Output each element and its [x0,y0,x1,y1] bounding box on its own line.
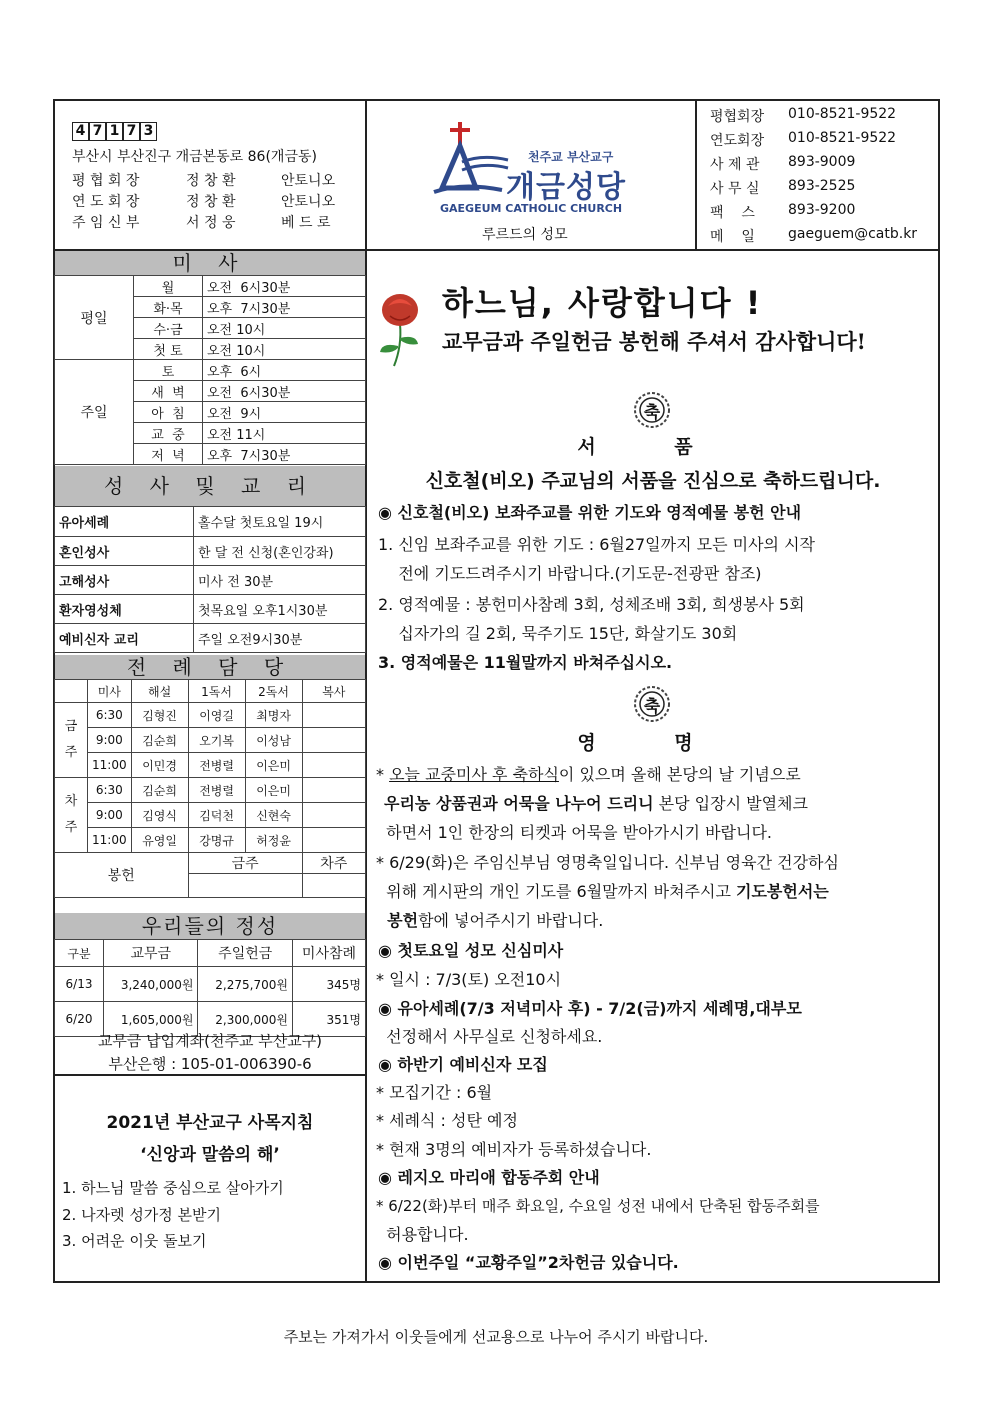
postcode-digit: 1 [106,122,123,141]
account-number: 부산은행 : 105-01-006390-6 [108,1055,312,1073]
liturgy-reading2: 신현숙 [245,803,302,828]
notice-item: 선정해서 사무실로 신청하세요. [376,1027,603,1046]
liturgy-commentator: 이민경 [131,753,188,778]
mass-time: 오후 7시30분 [203,444,366,465]
liturgy-col-header: 1독서 [188,680,245,703]
mass-day: 교 중 [134,423,203,444]
rose-icon [372,288,428,368]
liturgy-reading1: 전병렬 [188,753,245,778]
liturgy-week-label: 금 주 [55,703,88,778]
sacraments-table [54,506,366,653]
feast-day-title: 영 명 [577,732,729,754]
sacrament-value: 주일 오전9시30분 [194,624,366,653]
ordination-item: 십자가의 길 2회, 묵주기도 15단, 화살기도 30회 [378,624,738,643]
bullet-mark: * [376,765,390,784]
pastoral-item: 1. 하느님 말씀 중심으로 살아가기 [62,1179,284,1197]
sacraments-header: 성 사 및 교 리 [55,466,365,506]
contact-value: 893-9200 [788,202,856,218]
logo-diocese: 천주교 부산교구 [528,150,614,164]
donation-col-header: 교무금 [104,940,198,967]
table-row [55,507,366,537]
officer-baptismal: 베 드 로 [281,215,331,231]
liturgy-reading1: 이영길 [188,703,245,728]
offering-label: 봉헌 [55,853,189,898]
contact-label: 사 무 실 [710,181,760,197]
donation-offering: 2,300,000원 [198,1002,292,1037]
liturgy-server [302,728,365,753]
sacrament-name: 혼인성사 [55,537,194,566]
table-row [55,940,366,967]
mass-time: 오후 7시30분 [203,297,366,318]
offering-box-highlight: 봉헌 [376,911,419,930]
liturgy-header: 전 례 담 당 [55,655,365,679]
mass-time: 오전 6시30분 [203,381,366,402]
section-divider [53,1074,366,1076]
feast-text: 이 있으며 올해 본당의 날 기념으로 [558,765,801,784]
liturgy-col-header: 2독서 [245,680,302,703]
liturgy-reading2: 이은미 [245,753,302,778]
table-row [55,753,366,778]
liturgy-commentator: 김순희 [131,778,188,803]
contact-divider [695,99,697,250]
liturgy-corner [55,680,88,703]
liturgy-commentator: 김순희 [131,728,188,753]
notice-heading: ◉ 첫토요일 성모 신심미사 [378,941,564,960]
officer-name: 서 정 웅 [186,215,236,231]
liturgy-col-header: 해설 [131,680,188,703]
table-row [55,276,366,297]
mass-day: 화·목 [134,297,203,318]
feast-paragraph-line [376,877,829,906]
table-row [55,537,366,566]
sacrament-value: 첫목요일 오후1시30분 [194,595,366,624]
table-row [55,680,366,703]
mass-day: 저 녁 [134,444,203,465]
notice-item: * 모집기간 : 6월 [376,1083,493,1102]
mass-day: 새 벽 [134,381,203,402]
postcode-digit: 3 [140,122,157,141]
postcode-digit: 7 [123,122,140,141]
offering-this-week: 금주 [188,853,302,874]
contact-value: 893-2525 [788,178,856,194]
donation-attendance: 345명 [292,967,365,1002]
ordination-item: 1. 신임 보좌주교를 위한 기도 : 6월27일까지 모든 미사의 시작 [378,535,816,554]
mass-time: 오후 6시 [203,360,366,381]
offering-next-week: 차주 [302,853,365,874]
liturgy-time: 11:00 [88,753,132,778]
donation-dues: 1,605,000원 [104,1002,198,1037]
feast-paragraph-line [376,760,801,789]
liturgy-server [302,803,365,828]
mass-day: 수·금 [134,318,203,339]
mass-group-label: 주일 [55,360,134,465]
liturgy-reading2: 최명자 [245,703,302,728]
donation-col-header: 미사참례 [292,940,365,967]
officer-role: 주 임 신 부 [72,215,140,231]
pastoral-item: 3. 어려운 이웃 돌보기 [62,1232,207,1250]
liturgy-reading2: 이성남 [245,728,302,753]
donation-attendance: 351명 [292,1002,365,1037]
pastoral-subtitle: ‘신앙과 말씀의 해’ [140,1145,280,1165]
mass-time: 오전 11시 [203,423,366,444]
liturgy-commentator: 김영식 [131,803,188,828]
table-row [55,853,366,874]
liturgy-time: 9:00 [88,728,132,753]
sacrament-value: 한 달 전 신청(혼인강좌) [194,537,366,566]
liturgy-reading1: 김덕천 [188,803,245,828]
logo-english-name: GAEGEUM CATHOLIC CHURCH [440,202,623,215]
notice-item: 허용합니다. [376,1225,469,1244]
liturgy-col-header: 복사 [302,680,365,703]
badge-label: 축 [643,403,661,423]
liturgy-commentator: 김형진 [131,703,188,728]
liturgy-reading2: 허정윤 [245,828,302,853]
mass-time: 오전 9시 [203,402,366,423]
feast-paragraph-line: 하면서 1인 한장의 티켓과 어묵을 받아가시기 바랍니다. [376,823,772,842]
church-logo [432,118,642,218]
headline: 하느님, 사랑합니다 ! [442,284,763,322]
feast-text: 본당 입장시 발열체크 [653,794,808,813]
mass-group-label: 평일 [55,276,134,360]
liturgy-col-header: 미사 [88,680,132,703]
table-row [55,728,366,753]
ordination-item: 2. 영적예물 : 봉헌미사참례 3회, 성체조배 3회, 희생봉사 5회 [378,595,805,614]
table-row [55,803,366,828]
ordination-item: 전에 기도드려주시기 바랍니다.(기도문-전광판 참조) [378,564,762,583]
donation-col-header: 주일헌금 [198,940,292,967]
liturgy-reading1: 전병렬 [188,778,245,803]
celebration-highlight: 오늘 교중미사 후 축하식 [389,765,559,784]
liturgy-server [302,753,365,778]
donations-header: 우리들의 정성 [55,913,365,939]
officer-baptismal: 안토니오 [281,194,336,210]
table-row [55,624,366,653]
contact-value: 010-8521-9522 [788,106,897,122]
contact-label: 메 일 [710,229,755,245]
sacrament-name: 고해성사 [55,566,194,595]
badge-label: 축 [643,697,661,717]
mass-day: 토 [134,360,203,381]
liturgy-time: 6:30 [88,778,132,803]
postcode-digit: 7 [89,122,106,141]
officer-baptismal: 안토니오 [281,173,336,189]
notice-heading: ◉ 하반기 예비신자 모집 [378,1055,548,1074]
officer-role: 연 도 회 장 [72,194,140,210]
liturgy-reading1: 강명규 [188,828,245,853]
logo-church-name: 개금성당 [506,170,626,205]
liturgy-table [54,679,366,898]
sacrament-name: 유아세례 [55,507,194,537]
feast-name: 루르드의 성모 [482,227,568,243]
contact-label: 사 제 관 [710,157,760,173]
liturgy-server [302,828,365,853]
offering-this-week-value [188,874,302,898]
liturgy-reading2: 이은미 [245,778,302,803]
feast-text: 함에 넣어주시기 바랍니다. [418,911,604,930]
ordination-item: 3. 영적예물은 11월말까지 바쳐주십시오. [378,653,673,672]
contact-value: 010-8521-9522 [788,130,897,146]
footer-note: 주보는 가져가서 이웃들에게 선교용으로 나누어 주시기 바랍니다. [283,1328,709,1346]
officer-name: 정 창 환 [186,173,236,189]
mass-time: 오전 6시30분 [203,276,366,297]
contact-value: 893-9009 [788,154,856,170]
contact-label: 연도회장 [710,133,765,149]
sacrament-value: 홀수달 첫토요일 19시 [194,507,366,537]
thanks-message: 교무금과 주일헌금 봉헌해 주셔서 감사합니다! [442,329,866,354]
donation-offering: 2,275,700원 [198,967,292,1002]
offering-next-week-value [302,874,365,898]
donation-date: 6/20 [55,1002,104,1037]
feast-paragraph-line: * 6/29(화)은 주임신부님 영명축일입니다. 신부님 영육간 건강하심 [376,853,839,872]
contact-label: 팩 스 [710,205,755,221]
pastoral-item: 2. 나자렛 성가정 본받기 [62,1206,222,1224]
liturgy-time: 6:30 [88,703,132,728]
sacrament-value: 미사 전 30분 [194,566,366,595]
postcode-digit: 4 [72,122,89,141]
ordination-notice: ◉ 신호철(비오) 보좌주교를 위한 기도와 영적예물 봉헌 안내 [378,503,802,522]
table-row [55,566,366,595]
donation-date: 6/13 [55,967,104,1002]
table-row [55,703,366,728]
officer-name: 정 창 환 [186,194,236,210]
pastoral-title: 2021년 부산교구 사목지침 [106,1113,314,1133]
notice-heading: ◉ 이번주일 “교황주일”2차헌금 있습니다. [378,1253,679,1272]
mass-day: 아 침 [134,402,203,423]
liturgy-time: 11:00 [88,828,132,853]
feast-paragraph-line [376,906,603,935]
sacrament-name: 환자영성체 [55,595,194,624]
table-row [55,967,366,1002]
church-address: 부산시 부산진구 개금본동로 86(개금동) [72,149,317,165]
liturgy-week-label: 차 주 [55,778,88,853]
liturgy-server [302,778,365,803]
mass-day: 월 [134,276,203,297]
ordination-lead: 신호철(비오) 주교님의 서품을 진심으로 축하드립니다. [425,470,881,492]
mass-time: 오전 10시 [203,339,366,360]
notice-heading: ◉ 레지오 마리애 합동주회 안내 [378,1168,600,1187]
contact-label: 평협회장 [710,109,765,125]
notice-item: * 세례식 : 성탄 예정 [376,1111,518,1130]
liturgy-server [302,703,365,728]
mass-day: 첫 토 [134,339,203,360]
donation-col-header: 구분 [55,940,104,967]
prayer-form-highlight: 기도봉헌서는 [736,882,829,901]
mass-header: 미 사 [55,251,365,275]
donation-dues: 3,240,000원 [104,967,198,1002]
notice-heading: ◉ 유아세례(7/3 저녁미사 후) - 7/2(금)까지 세례명,대부모 [378,999,802,1018]
donations-table [54,939,366,1037]
notice-item: * 현재 3명의 예비자가 등록하셨습니다. [376,1140,652,1159]
notice-item: * 일시 : 7/3(토) 오전10시 [376,970,562,989]
table-row [55,828,366,853]
church-logo-mark-icon [432,118,512,198]
feast-text: 위해 게시판의 개인 기도를 6월말까지 바쳐주시고 [376,882,736,901]
sacrament-name: 예비신자 교리 [55,624,194,653]
liturgy-commentator: 유영일 [131,828,188,853]
table-row [55,595,366,624]
contact-value: gaeguem@catb.kr [788,226,918,242]
gift-highlight: 우리농 상품권과 어묵을 나누어 드리니 [384,794,654,813]
ordination-title: 서 품 [577,436,729,458]
liturgy-time: 9:00 [88,803,132,828]
table-row [55,360,366,381]
mass-time: 오전 10시 [203,318,366,339]
account-info: 교무금 납입계좌(천주교 부산교구) [97,1032,323,1050]
liturgy-reading1: 오기복 [188,728,245,753]
notice-item: * 6/22(화)부터 매주 화요일, 수요일 성전 내에서 단축된 합동주회를 [376,1197,820,1215]
postcode [72,122,157,141]
mass-table [54,275,366,465]
officer-role: 평 협 회 장 [72,173,140,189]
feast-paragraph-line [384,789,808,818]
table-row [55,778,366,803]
